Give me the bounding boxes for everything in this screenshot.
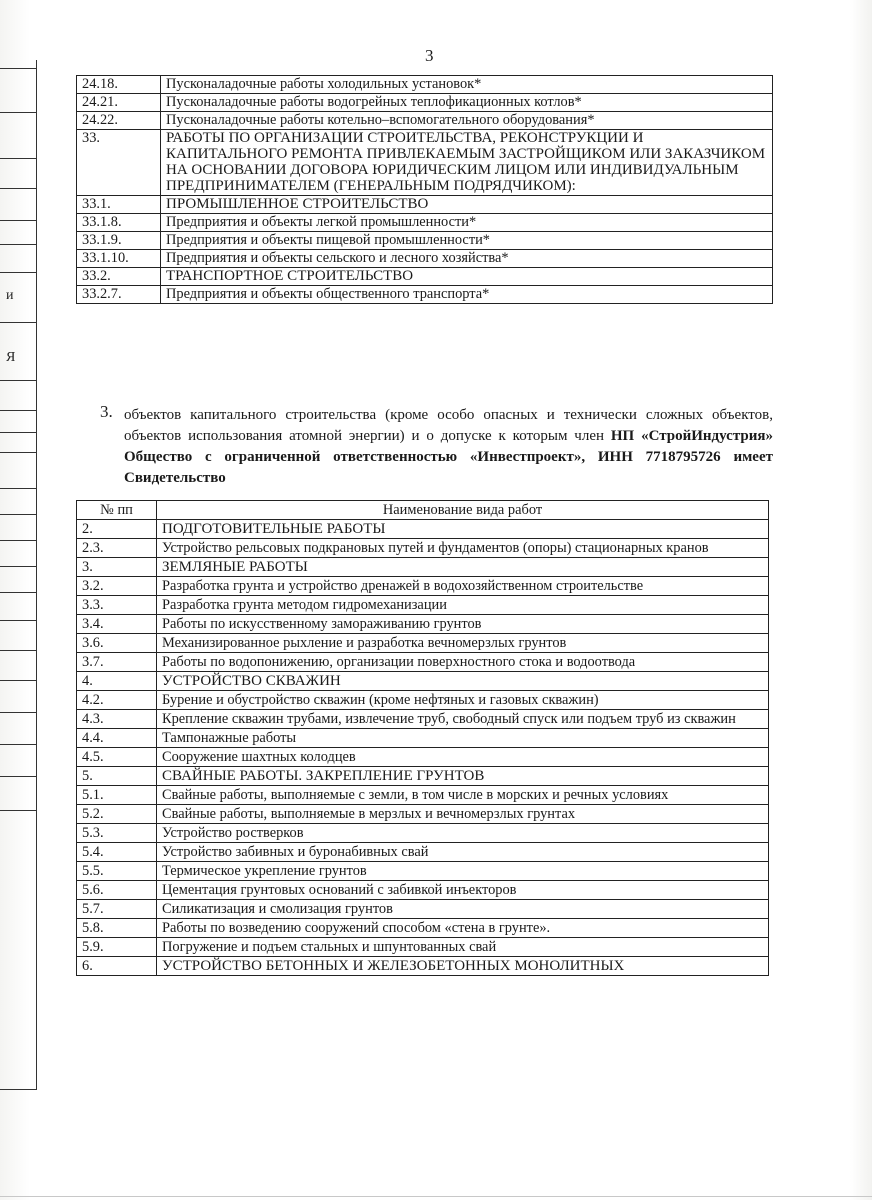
margin-rule (0, 620, 36, 621)
row-description: Устройство ростверков (157, 824, 769, 843)
row-number: 5.9. (77, 938, 157, 957)
margin-rule (0, 112, 36, 113)
row-number: 5.7. (77, 900, 157, 919)
paragraph-text (124, 405, 773, 489)
table-row (77, 843, 769, 862)
header-num: № пп (77, 501, 157, 520)
row-number: 5.8. (77, 919, 157, 938)
row-number: 3.4. (77, 615, 157, 634)
row-description: РАБОТЫ ПО ОРГАНИЗАЦИИ СТРОИТЕЛЬСТВА, РЕКОНСТРУКЦИИ И КАПИТАЛЬНОГО РЕМОНТА ПРИВЛЕКАЕМЫМ ЗАСТРОЙЩИКОМ ИЛИ ЗАКАЗЧИКОМ НА ОСНОВАНИИ ДОГОВОРА ЮРИДИЧЕСКИМ ЛИЦОМ ИЛИ ИНДИВИДУАЛЬНЫМ ПРЕДПРИНИМАТЕЛЕМ (ГЕНЕРАЛЬНЫМ ПОДРЯДЧИКОМ): (161, 130, 773, 196)
row-number: 33. (77, 130, 161, 196)
row-description: Крепление скважин трубами, извлечение труб, свободный спуск или подъем труб из скважин (157, 710, 769, 729)
scan-bottom-edge (0, 1196, 872, 1197)
row-number: 5.4. (77, 843, 157, 862)
margin-rule (0, 650, 36, 651)
margin-letter: и (6, 288, 14, 303)
margin-rule (0, 272, 36, 273)
row-description: ТРАНСПОРТНОЕ СТРОИТЕЛЬСТВО (161, 268, 773, 286)
table-row (77, 748, 769, 767)
margin-rule (0, 322, 36, 323)
row-number: 33.1.9. (77, 232, 161, 250)
table-row (77, 615, 769, 634)
margin-rule (0, 680, 36, 681)
margin-rule (0, 68, 36, 69)
margin-rule (0, 158, 36, 159)
table-row (77, 112, 773, 130)
table-row (77, 672, 769, 691)
row-description: Предприятия и объекты пищевой промышленности* (161, 232, 773, 250)
margin-letter: Я (6, 350, 16, 365)
header-text: Наименование вида работ (157, 501, 769, 520)
table-row (77, 214, 773, 232)
margin-rule (0, 220, 36, 221)
row-number: 5.6. (77, 881, 157, 900)
table-row (77, 76, 773, 94)
row-number: 5.2. (77, 805, 157, 824)
row-number: 33.1. (77, 196, 161, 214)
table-row (77, 196, 773, 214)
row-number: 5.1. (77, 786, 157, 805)
row-number: 2.3. (77, 539, 157, 558)
margin-rule (0, 380, 36, 381)
page-number: 3 (425, 46, 434, 65)
row-description: ПОДГОТОВИТЕЛЬНЫЕ РАБОТЫ (157, 520, 769, 539)
row-description: УСТРОЙСТВО БЕТОННЫХ И ЖЕЛЕЗОБЕТОННЫХ МОНОЛИТНЫХ (157, 957, 769, 976)
table-row (77, 268, 773, 286)
margin-rule (0, 592, 36, 593)
margin-rule (0, 810, 36, 811)
table-row (77, 539, 769, 558)
table-row (77, 577, 769, 596)
row-description: Цементация грунтовых оснований с забивкой инъекторов (157, 881, 769, 900)
margin-rule (0, 744, 36, 745)
table-row (77, 232, 773, 250)
row-number: 5. (77, 767, 157, 786)
table-row (77, 729, 769, 748)
row-number: 4.4. (77, 729, 157, 748)
row-number: 3.2. (77, 577, 157, 596)
row-description: Предприятия и объекты легкой промышленности* (161, 214, 773, 232)
table-row (77, 957, 769, 976)
table-row (77, 824, 769, 843)
row-description: Работы по искусственному замораживанию грунтов (157, 615, 769, 634)
row-description: Разработка грунта методом гидромеханизации (157, 596, 769, 615)
row-number: 33.1.10. (77, 250, 161, 268)
table-row (77, 710, 769, 729)
margin-rule (0, 712, 36, 713)
row-description: Пусконаладочные работы холодильных установок* (161, 76, 773, 94)
table-row (77, 767, 769, 786)
row-number: 2. (77, 520, 157, 539)
margin-rule (0, 244, 36, 245)
row-description: Свайные работы, выполняемые в мерзлых и вечномерзлых грунтах (157, 805, 769, 824)
table-row (77, 862, 769, 881)
row-number: 33.1.8. (77, 214, 161, 232)
margin-rule (0, 452, 36, 453)
row-description: Устройство рельсовых подкрановых путей и фундаментов (опоры) стационарных кранов (157, 539, 769, 558)
margin-rule (0, 488, 36, 489)
row-description: СВАЙНЫЕ РАБОТЫ. ЗАКРЕПЛЕНИЕ ГРУНТОВ (157, 767, 769, 786)
row-number: 3.6. (77, 634, 157, 653)
table-row (77, 805, 769, 824)
table-row (77, 520, 769, 539)
table-row (77, 881, 769, 900)
table-row (77, 653, 769, 672)
paragraph-plain-text: объектов капитального строительства (кроме особо опасных и технически сложных объектов, объектов использования атомной энергии) и о допуске к которым член (124, 407, 773, 444)
margin-rule (0, 776, 36, 777)
row-number: 6. (77, 957, 157, 976)
row-number: 4.3. (77, 710, 157, 729)
row-number: 24.21. (77, 94, 161, 112)
table-row (77, 250, 773, 268)
row-description: УСТРОЙСТВО СКВАЖИН (157, 672, 769, 691)
work-types-table (76, 500, 769, 976)
row-description: Работы по возведению сооружений способом «стена в грунте». (157, 919, 769, 938)
left-margin-strip (0, 60, 37, 1090)
table-row (77, 558, 769, 577)
table-row (77, 919, 769, 938)
table-row (77, 634, 769, 653)
table-row (77, 94, 773, 112)
work-types-table-continued (76, 75, 773, 304)
row-number: 4.5. (77, 748, 157, 767)
row-description: Пусконаладочные работы водогрейных теплофикационных котлов* (161, 94, 773, 112)
row-description: Сооружение шахтных колодцев (157, 748, 769, 767)
margin-rule (0, 410, 36, 411)
table-row (77, 938, 769, 957)
row-description: Работы по водопонижению, организации поверхностного стока и водоотвода (157, 653, 769, 672)
paragraph-number: 3. (100, 402, 113, 421)
row-number: 4. (77, 672, 157, 691)
row-number: 3. (77, 558, 157, 577)
row-description: ЗЕМЛЯНЫЕ РАБОТЫ (157, 558, 769, 577)
row-number: 3.7. (77, 653, 157, 672)
margin-rule (0, 188, 36, 189)
margin-rule (0, 432, 36, 433)
row-description: ПРОМЫШЛЕННОЕ СТРОИТЕЛЬСТВО (161, 196, 773, 214)
row-number: 3.3. (77, 596, 157, 615)
margin-rule (0, 1089, 36, 1090)
row-description: Устройство забивных и буронабивных свай (157, 843, 769, 862)
row-description: Силикатизация и смолизация грунтов (157, 900, 769, 919)
row-number: 33.2. (77, 268, 161, 286)
row-description: Бурение и обустройство скважин (кроме нефтяных и газовых скважин) (157, 691, 769, 710)
table-row (77, 786, 769, 805)
margin-rule (0, 514, 36, 515)
row-description: Предприятия и объекты сельского и лесного хозяйства* (161, 250, 773, 268)
margin-rule (0, 566, 36, 567)
row-description: Свайные работы, выполняемые с земли, в том числе в морских и речных условиях (157, 786, 769, 805)
row-number: 4.2. (77, 691, 157, 710)
row-description: Погружение и подъем стальных и шпунтованных свай (157, 938, 769, 957)
margin-rule (0, 540, 36, 541)
paragraph-bold-text: НП «СтройИндустрия» Общество с ограниченной ответственностью «Инвестпроект», ИНН 7718795726 имеет Свидетельство (124, 428, 773, 486)
row-description: Механизированное рыхление и разработка вечномерзлых грунтов (157, 634, 769, 653)
row-number: 24.22. (77, 112, 161, 130)
table-row (77, 130, 773, 196)
table-row (77, 900, 769, 919)
table-row (77, 286, 773, 304)
row-description: Разработка грунта и устройство дренажей в водохозяйственном строительстве (157, 577, 769, 596)
row-number: 33.2.7. (77, 286, 161, 304)
table-row (77, 691, 769, 710)
table-header-row (77, 501, 769, 520)
row-number: 24.18. (77, 76, 161, 94)
table-row (77, 596, 769, 615)
row-description: Предприятия и объекты общественного транспорта* (161, 286, 773, 304)
row-number: 5.3. (77, 824, 157, 843)
row-description: Тампонажные работы (157, 729, 769, 748)
row-description: Термическое укрепление грунтов (157, 862, 769, 881)
row-number: 5.5. (77, 862, 157, 881)
row-description: Пусконаладочные работы котельно–вспомогательного оборудования* (161, 112, 773, 130)
